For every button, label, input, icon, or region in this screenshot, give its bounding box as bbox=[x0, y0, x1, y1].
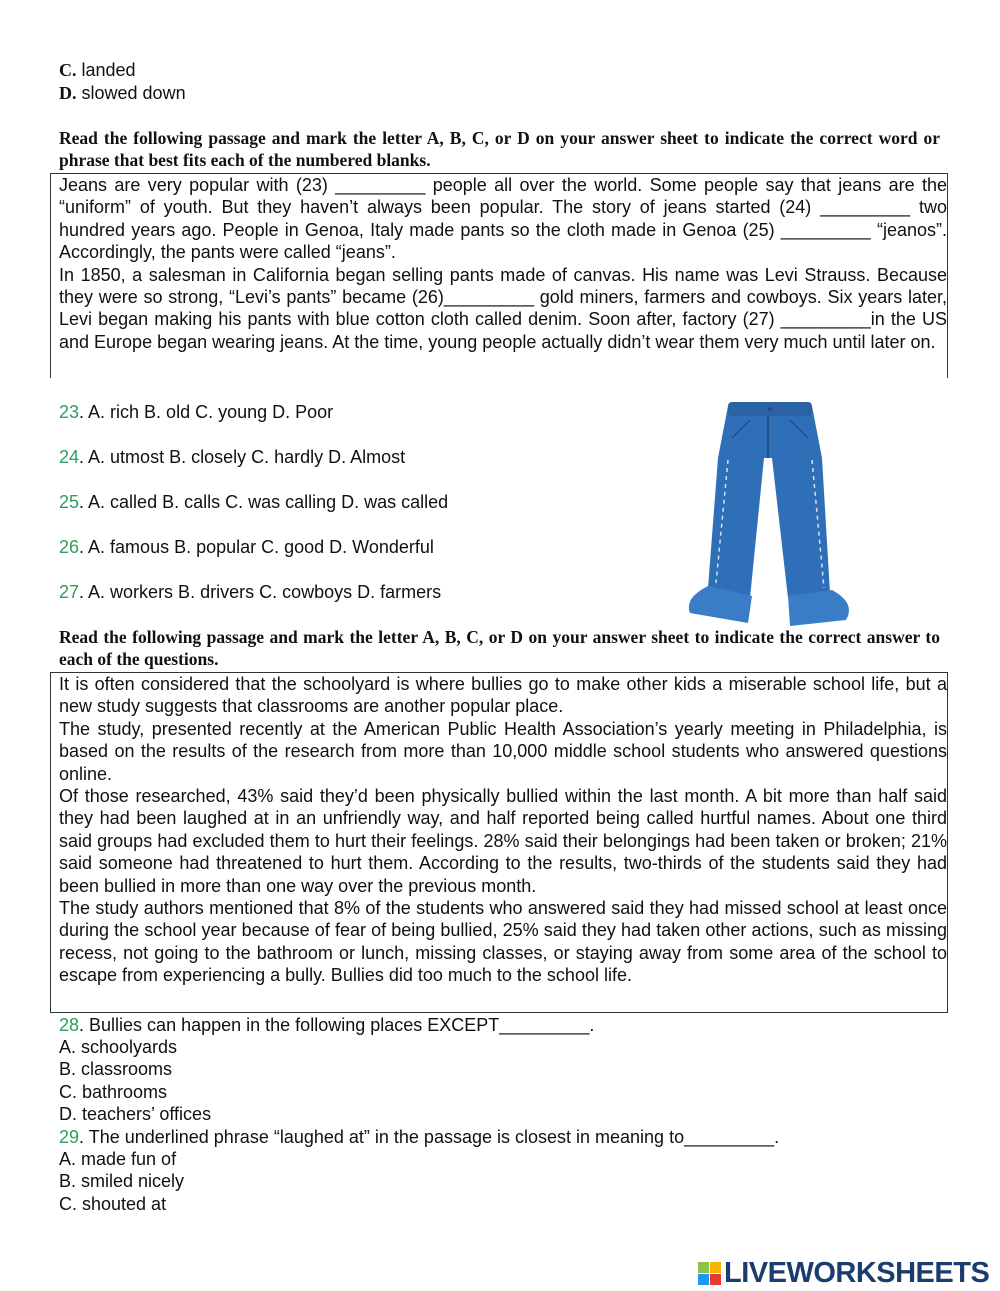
question-29: 29. The underlined phrase “laughed at” in the passage is closest in meaning to_________. bbox=[59, 1127, 780, 1147]
q29-option: C. shouted at bbox=[59, 1194, 167, 1214]
prev-option-c: C. landed bbox=[59, 60, 136, 80]
passage-1-para: In 1850, a salesman in California began selling pants made of canvas. His name was Levi Strauss. Because they were so strong, “Levi’s pants” became (26)_________ gold miners, farmers and cowboys. Six years later, Levi began making his pants with blue cotton cloth called denim. Soon after, factory (27) _________in the US and Europe began wearing jeans. At the time, young people actually didn’t wear them very much until later on. bbox=[59, 264, 947, 352]
instruction-2: Read the following passage and mark the letter A, B, C, or D on your answer sheet to indicate the correct answer to each of the questions. bbox=[59, 627, 940, 669]
q29-option: B. smiled nicely bbox=[59, 1171, 185, 1191]
passage-2-para: Of those researched, 43% said they’d been physically bullied within the last month. A bit more than half said they had been laughed at in an unfriendly way, and half reported being called hurtful names. About one third said groups had excluded them to hurt their feelings. 28% said their belongings had been taken or broken; 21% said someone had threatened to hurt them. According to the results, two-thirds of the students said they had been bullied in more than one way over the previous month. bbox=[59, 786, 947, 896]
q29-option: A. made fun of bbox=[59, 1149, 177, 1169]
passage-2-para: The study, presented recently at the American Public Health Association’s yearly meeting in Philadelphia, is based on the results of the research from more than 10,000 middle school students who answered questions online. bbox=[59, 718, 947, 784]
q28-option: C. bathrooms bbox=[59, 1082, 168, 1102]
question-26: 26. A. famous B. popular C. good D. Wonderful bbox=[59, 537, 434, 557]
jeans-illustration bbox=[680, 398, 860, 630]
question-24: 24. A. utmost B. closely C. hardly D. Almost bbox=[59, 447, 406, 467]
q28-option: A. schoolyards bbox=[59, 1037, 178, 1057]
q28-option: D. teachers’ offices bbox=[59, 1104, 212, 1124]
passage-1-box bbox=[50, 173, 948, 378]
passage-2-para: The study authors mentioned that 8% of the students who answered said they had missed school at least once during the school year because of fear of being bullied, 25% said they had taken other actions, such as missing recess, not going to the bathroom or lunch, missing classes, or staying away from some area of the school to escape from experiencing a bully. Bullies did too much to the school life. bbox=[59, 898, 947, 986]
instruction-1: Read the following passage and mark the letter A, B, C, or D on your answer sheet to indicate the correct word or phrase that best fits each of the numbered blanks. bbox=[59, 128, 940, 170]
passage-2-para: It is often considered that the schoolyard is where bullies go to make other kids a miserable school life, but a new study suggests that classrooms are another popular place. bbox=[59, 674, 947, 717]
passage-2-box bbox=[50, 672, 948, 1013]
liveworksheets-logo: LIVEWORKSHEETS bbox=[698, 1257, 989, 1290]
question-25: 25. A. called B. calls C. was calling D. was called bbox=[59, 492, 449, 512]
question-27: 27. A. workers B. drivers C. cowboys D. farmers bbox=[59, 582, 442, 602]
question-28: 28. Bullies can happen in the following places EXCEPT_________. bbox=[59, 1015, 595, 1035]
passage-1-para: Jeans are very popular with (23) _________ people all over the world. Some people say that jeans are the “uniform” of youth. But they haven’t always been popular. The story of jeans started (24) _________ two hundred years ago. People in Genoa, Italy made pants so the cloth made in Genoa (25) _________ “jeanos”. Accordingly, the pants were called “jeans”. bbox=[59, 175, 947, 263]
q28-option: B. classrooms bbox=[59, 1059, 173, 1079]
prev-option-d: D. slowed down bbox=[59, 83, 186, 103]
live-badge-icon bbox=[698, 1262, 721, 1285]
question-23: 23. A. rich B. old C. young D. Poor bbox=[59, 402, 334, 422]
